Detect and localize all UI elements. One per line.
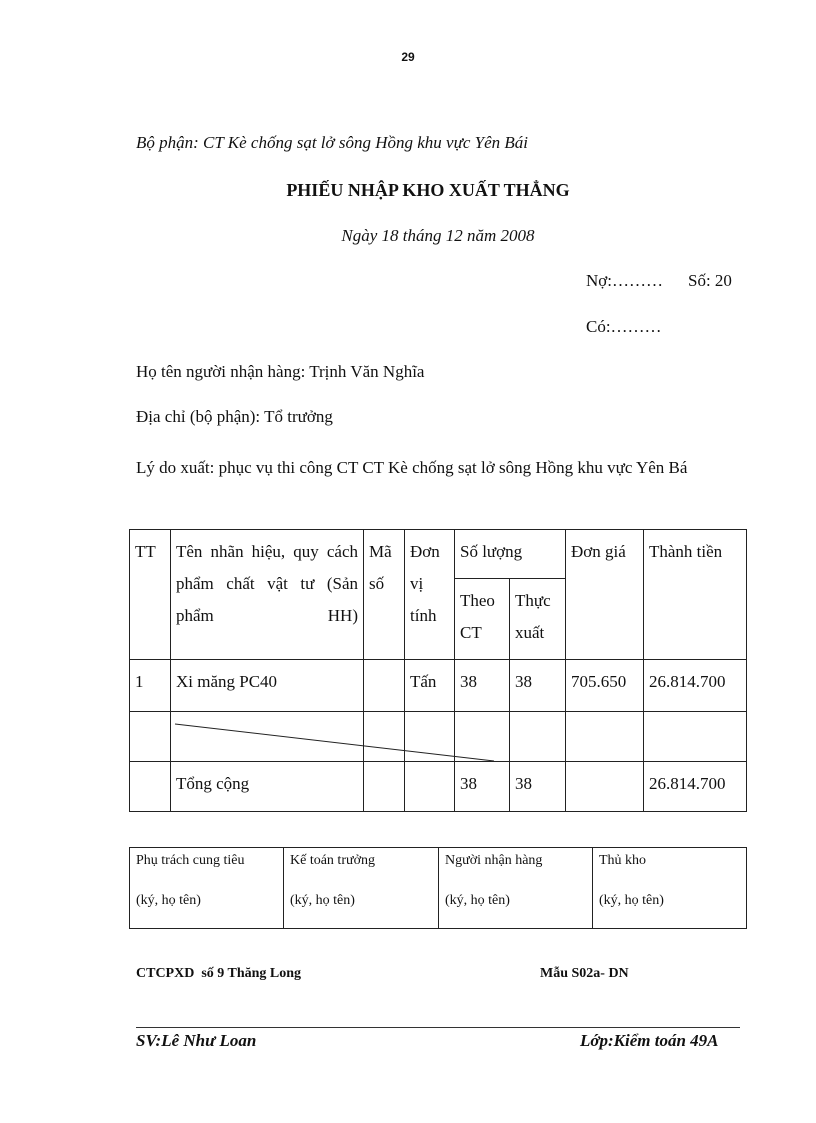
document-title: PHIẾU NHẬP KHO XUẤT THẲNG: [286, 180, 570, 200]
signature-role: Kế toán trưởng: [290, 853, 375, 868]
row-unit: Tấn: [405, 660, 455, 712]
strike-through-cell: [171, 712, 364, 762]
total-amount: 26.814.700: [644, 762, 747, 812]
total-label: Tổng cộng: [171, 762, 364, 812]
row-item-name: Xi măng PC40: [171, 660, 364, 712]
signature-role: Người nhận hàng: [445, 853, 543, 868]
signature-cell: [593, 848, 747, 929]
recipient-line: Họ tên người nhận hàng: Trịnh Văn Nghĩa: [136, 362, 425, 381]
row-amount: 26.814.700: [644, 660, 747, 712]
page-number: 29: [401, 50, 415, 64]
diagonal-strike-line: [171, 712, 496, 762]
row-tt: 1: [130, 660, 171, 712]
company-name: CTCPXD số 9 Thăng Long: [136, 966, 302, 981]
row-unit-price: 705.650: [566, 660, 644, 712]
class-name: Lớp:Kiểm toán 49A: [580, 1031, 719, 1050]
signature-cell: [284, 848, 439, 929]
header-code: Mã số: [364, 530, 405, 660]
row-code: [364, 660, 405, 712]
address-line: Địa chỉ (bộ phận): Tổ trưởng: [136, 407, 333, 426]
header-unit-price: Đơn giá: [566, 530, 644, 660]
table-row: [130, 660, 747, 712]
document-date: Ngày 18 tháng 12 năm 2008: [341, 226, 535, 245]
total-qty-per-document: 38: [455, 762, 510, 812]
header-amount: Thành tiền: [644, 530, 747, 660]
signature-note: (ký, họ tên): [599, 893, 664, 908]
goods-table: [129, 529, 747, 812]
voucher-number: Số: 20: [688, 271, 732, 290]
signature-table: [129, 847, 747, 929]
table-row-empty: [130, 712, 747, 762]
debit-field: Nợ:………: [586, 271, 663, 290]
total-qty-actual: 38: [510, 762, 566, 812]
signature-cell: [130, 848, 284, 929]
student-name: SV:Lê Như Loan: [136, 1031, 257, 1050]
signature-note: (ký, họ tên): [136, 893, 201, 908]
table-total-row: [130, 762, 747, 812]
signature-role: Phụ trách cung tiêu: [136, 853, 245, 868]
form-code: Mẫu S02a- DN: [540, 966, 629, 981]
header-tt: TT: [130, 530, 171, 660]
credit-field: Có:………: [586, 317, 662, 336]
footer-divider: [136, 1027, 740, 1028]
table-header-row: [130, 530, 747, 579]
signature-cell: [439, 848, 593, 929]
row-qty-per-document: 38: [455, 660, 510, 712]
header-item-name: Tên nhãn hiệu, quy cách phẩm chất vật tư (Sản phẩm HH): [171, 530, 364, 660]
header-qty-actual: Thực xuất: [510, 579, 566, 660]
header-unit: Đơn vị tính: [405, 530, 455, 660]
signature-role: Thủ kho: [599, 853, 647, 868]
header-qty-per-document: Theo CT: [455, 579, 510, 660]
department-line: Bộ phận: CT Kè chống sạt lở sông Hồng khu vực Yên Bái: [136, 133, 529, 152]
row-qty-actual: 38: [510, 660, 566, 712]
reason-line: Lý do xuất: phục vụ thi công CT CT Kè chống sạt lở sông Hồng khu vực Yên Bá: [136, 458, 688, 477]
signature-note: (ký, họ tên): [290, 893, 355, 908]
signature-note: (ký, họ tên): [445, 893, 510, 908]
header-quantity: Số lượng: [455, 530, 566, 579]
